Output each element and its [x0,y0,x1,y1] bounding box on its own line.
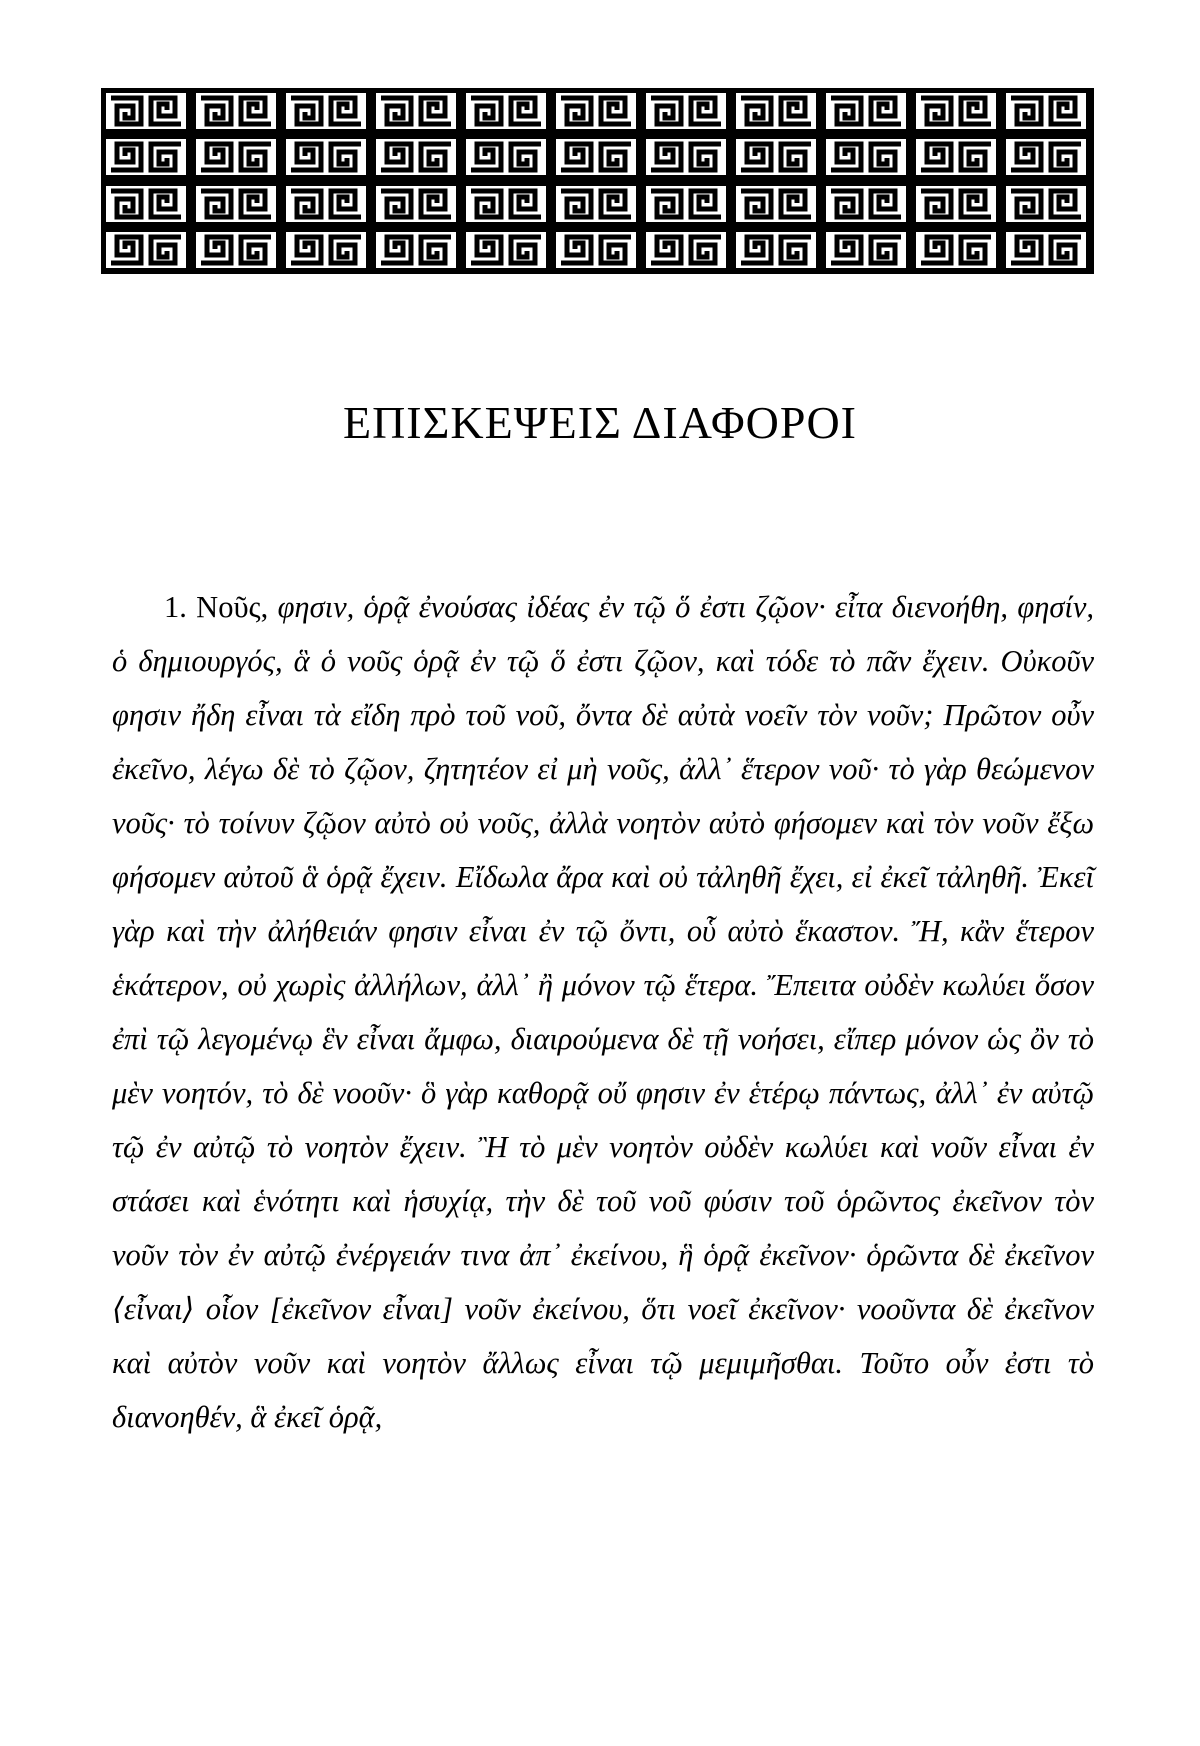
section-lead-word: Νοῦς, [196,590,269,624]
section-text: φησιν, ὁρᾷ ἐνούσας ἰδέας ἐν τῷ ὅ ἐστι ζῷον· εἶτα διενοήθη, φησίν, ὁ δημιουργός, ἃ ὁ νοῦς ὁρᾷ ἐν τῷ ὅ ἐστι ζῷον, καὶ τόδε τὸ πᾶν ἔχειν. Οὐκοῦν φησιν ἤδη εἶναι τὰ εἴδη πρὸ τοῦ νοῦ, ὄντα δὲ αὐτὰ νοεῖν τὸν νοῦν; Πρῶτον οὖν ἐκεῖνο, λέγω δὲ τὸ ζῷον, ζητητέον εἰ μὴ νοῦς, ἀλλ᾽ ἕτερον νοῦ· τὸ γὰρ θεώμενον νοῦς· τὸ τοίνυν ζῷον αὐτὸ οὐ νοῦς, ἀλλὰ νοητὸν αὐτὸ φήσομεν καὶ τὸν νοῦν ἔξω φήσομεν αὐτοῦ ἃ ὁρᾷ ἔχειν. Εἴδωλα ἄρα καὶ οὐ τἀληθῆ ἔχει, εἰ ἐκεῖ τἀληθῆ. Ἐκεῖ γὰρ καὶ τὴν ἀλήθειάν φησιν εἶναι ἐν τῷ ὄντι, οὗ αὐτὸ ἕκαστον. Ἤ, κἂν ἕτερον ἑκάτερον, οὐ χωρὶς ἀλλήλων, ἀλλ᾽ ἢ μόνον τῷ ἕτερα. Ἔπειτα οὐδὲν κωλύει ὅσον ἐπὶ τῷ λεγομένῳ ἓν εἶναι ἄμφω, διαιρούμενα δὲ τῇ νοήσει, εἴπερ μόνον ὡς ὂν τὸ μὲν νοητόν, τὸ δὲ νοοῦν· ὃ γὰρ καθορᾷ οὔ φησιν ἐν ἑτέρῳ πάντως, ἀλλ᾽ ἐν αὐτῷ τῷ ἐν αὐτῷ τὸ νοητὸν ἔχειν. Ἢ τὸ μὲν νοητὸν οὐδὲν κωλύει καὶ νοῦν εἶναι ἐν στάσει καὶ ἑνότητι καὶ ἡσυχίᾳ, τὴν δὲ τοῦ νοῦ φύσιν τοῦ ὁρῶντος ἐκεῖνον τὸν νοῦν τὸν ἐν αὐτῷ ἐνέργειάν τινα ἀπ᾽ ἐκείνου, ἣ ὁρᾷ ἐκεῖνον· ὁρῶντα δὲ ἐκεῖνον ⟨εἶναι⟩ οἷον [ἐκεῖνον εἶναι] νοῦν ἐκείνου, ὅτι νοεῖ ἐκεῖνον· νοοῦντα δὲ ἐκεῖνον καὶ αὐτὸν νοῦν καὶ νοητὸν ἄλλως εἶναι τῷ μεμιμῆσθαι. Τοῦτο οὖν ἐστι τὸ διανοηθέν, ἃ ἐκεῖ ὁρᾷ, [112,590,1095,1434]
section-number: 1. [164,590,187,624]
page-title: ΕΠΙΣΚΕΨΕΙΣ ΔΙΑΦΟΡΟΙ [342,397,858,448]
section-1-paragraph [112,580,1094,1444]
greek-key-ornament [101,88,1094,274]
